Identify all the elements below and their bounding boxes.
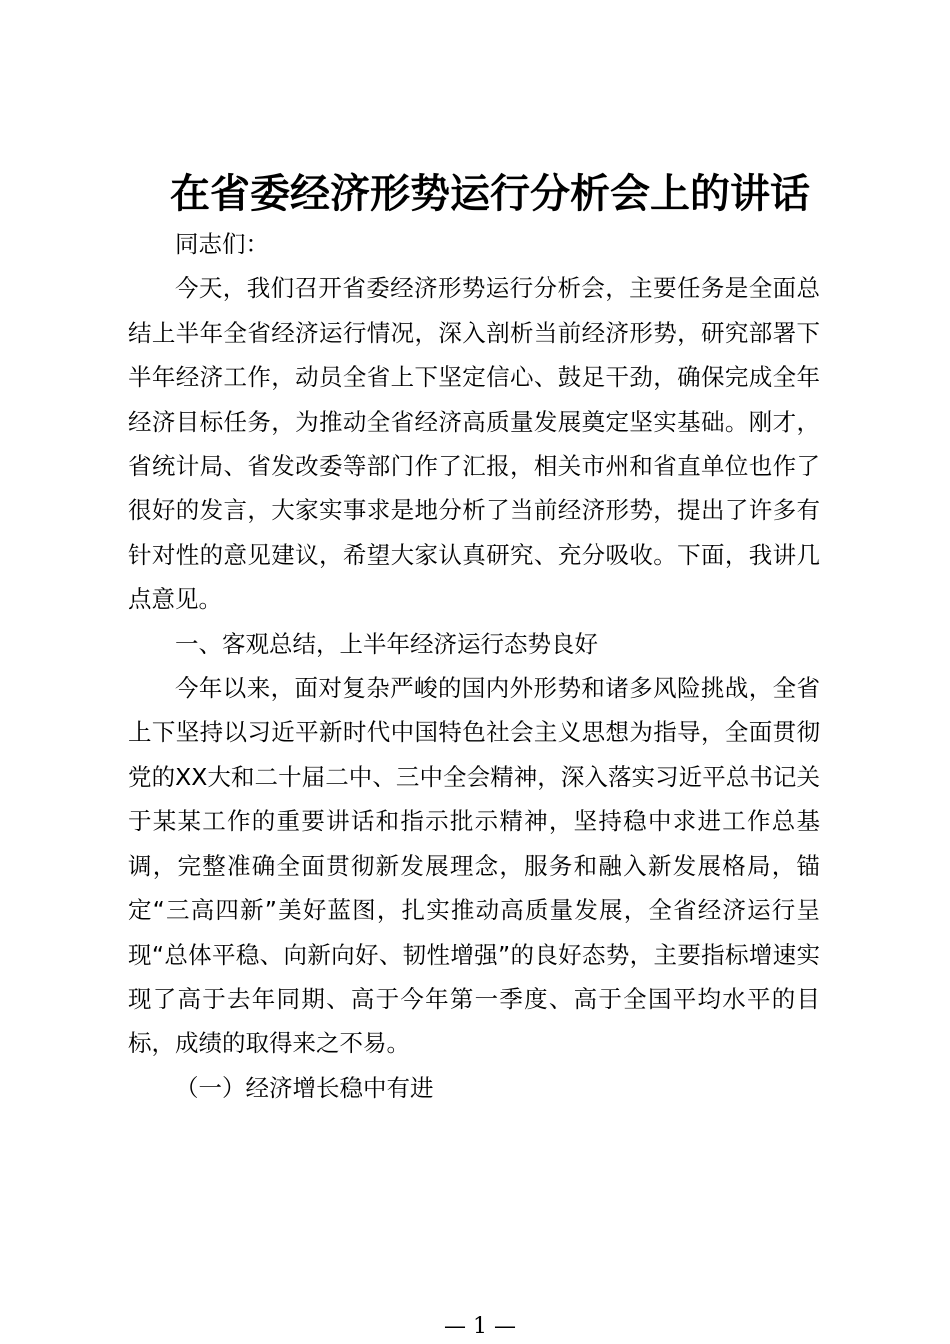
subsection-heading: （一）经济增长稳中有进 xyxy=(175,1073,434,1102)
paragraph: 今天，我们召开省委经济形势运行分析会，主要任务是全面总结上半年全省经济运行情况，深入剖析当前经济形势，研究部署下半年经济工作，动员全省上下坚定信心、鼓足干劲，确保完成全年经济目标任务，为推动全省经济高质量发展奠定坚实基础。刚才，省统计局、省发改委等部门作了汇报，相关市州和省直单位也作了很好的发言，大家实事求是地分析了当前经济形势，提出了许多有针对性的意见建议，希望大家认真研究、充分吸收。下面，我讲几点意见。 xyxy=(128,274,820,614)
document-body xyxy=(128,222,820,1110)
salutation: 同志们： xyxy=(175,230,269,258)
section-heading: 一、客观总结，上半年经济运行态势良好 xyxy=(175,629,598,658)
document-title: 在省委经济形势运行分析会上的讲话 xyxy=(170,170,810,217)
page-number: — 1 — xyxy=(444,1314,516,1339)
paragraph: 今年以来，面对复杂严峻的国内外形势和诸多风险挑战，全省上下坚持以习近平新时代中国特色社会主义思想为指导，全面贯彻党的XX大和二十届二中、三中全会精神，深入落实习近平总书记关于某某工作的重要讲话和指示批示精神，坚持稳中求进工作总基调，完整准确全面贯彻新发展理念，服务和融入新发展格局，锚定“三高四新”美好蓝图，扎实推动高质量发展，全省经济运行呈现“总体平稳、向新向好、韧性增强”的良好态势，主要指标增速实现了高于去年同期、高于今年第一季度、高于全国平均水平的目标，成绩的取得来之不易。 xyxy=(128,674,820,1058)
